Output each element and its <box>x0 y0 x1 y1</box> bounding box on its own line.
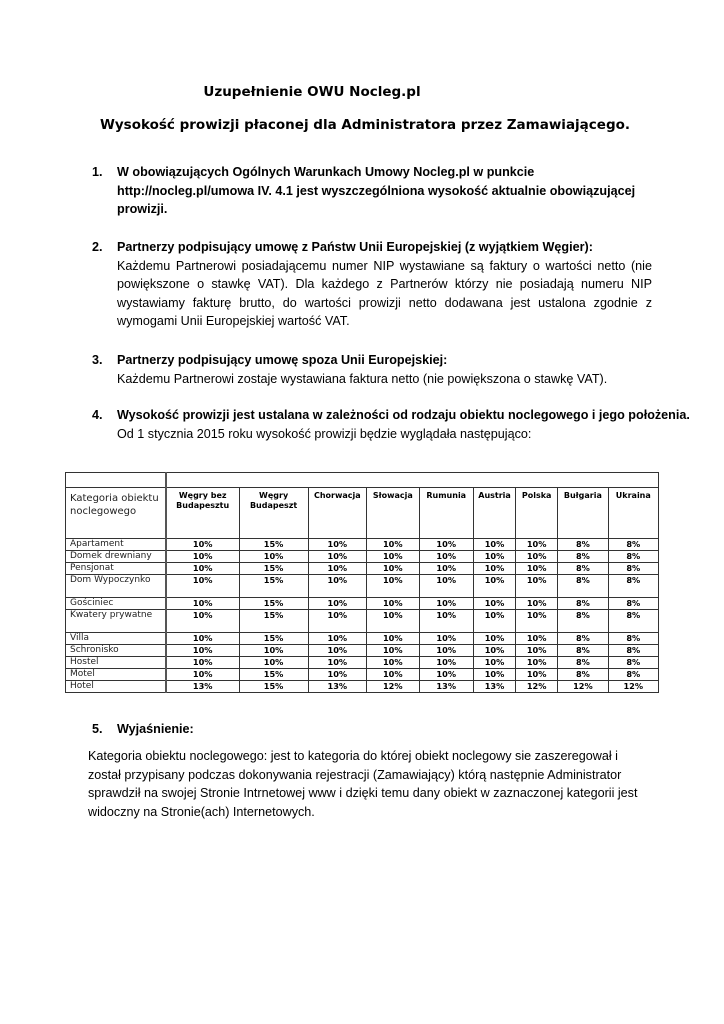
rate-cell: 8% <box>558 645 608 657</box>
rate-cell: 10% <box>166 598 239 610</box>
rate-cell: 10% <box>166 539 239 551</box>
section-4 <box>92 406 690 443</box>
rate-cell: 15% <box>239 539 308 551</box>
column-header: Bułgaria <box>558 488 608 539</box>
section-number: 1. <box>92 165 103 179</box>
column-header: Węgry bez Budapesztu <box>166 488 239 539</box>
rate-cell: 10% <box>166 610 239 633</box>
rate-cell: 13% <box>473 681 515 693</box>
rate-cell: 10% <box>166 669 239 681</box>
rate-cell: 10% <box>367 563 419 575</box>
rate-cell: 10% <box>239 657 308 669</box>
rate-cell: 8% <box>608 645 658 657</box>
rate-cell: 10% <box>308 610 367 633</box>
section-number: 5. <box>92 722 103 736</box>
rate-cell: 15% <box>239 633 308 645</box>
rate-cell: 10% <box>166 563 239 575</box>
rate-cell: 10% <box>516 563 558 575</box>
rate-cell: 10% <box>367 610 419 633</box>
rate-cell: 10% <box>367 551 419 563</box>
rate-cell: 10% <box>308 598 367 610</box>
section-number: 3. <box>92 353 103 367</box>
rate-cell: 10% <box>308 551 367 563</box>
section-heading: Partnerzy podpisujący umowę spoza Unii Europejskiej: <box>117 353 448 367</box>
rate-cell: 10% <box>308 645 367 657</box>
section-1 <box>92 163 652 219</box>
rate-cell: 10% <box>367 657 419 669</box>
rate-cell: 15% <box>239 575 308 598</box>
rate-cell: 10% <box>367 669 419 681</box>
rate-cell: 10% <box>239 645 308 657</box>
rate-cell: 10% <box>516 539 558 551</box>
rate-cell: 10% <box>473 539 515 551</box>
section-body: Od 1 stycznia 2015 roku wysokość prowizji będzie wyglądała następująco: <box>117 426 532 441</box>
column-header: Węgry Budapeszt <box>239 488 308 539</box>
rate-cell: 10% <box>419 610 473 633</box>
rate-cell: 8% <box>608 575 658 598</box>
rate-cell: 8% <box>558 575 608 598</box>
row-category: Kwatery prywatne <box>66 610 166 633</box>
rate-cell: 12% <box>367 681 419 693</box>
rate-cell: 12% <box>558 681 608 693</box>
table-row <box>66 645 659 657</box>
rate-cell: 15% <box>239 681 308 693</box>
section-heading: Wyjaśnienie: <box>117 722 194 736</box>
table-row <box>66 598 659 610</box>
commission-table <box>65 472 659 693</box>
rate-cell: 8% <box>558 657 608 669</box>
section-5 <box>92 722 194 736</box>
rate-cell: 10% <box>516 610 558 633</box>
column-header: Rumunia <box>419 488 473 539</box>
rate-cell: 10% <box>516 633 558 645</box>
rate-cell: 10% <box>473 610 515 633</box>
rate-cell: 8% <box>558 563 608 575</box>
rate-cell: 10% <box>308 657 367 669</box>
rate-cell: 10% <box>419 633 473 645</box>
rate-cell: 10% <box>419 563 473 575</box>
rate-cell: 10% <box>367 598 419 610</box>
rate-cell: 10% <box>473 633 515 645</box>
explanation-paragraph: Kategoria obiektu noclegowego: jest to kategoria do której obiekt noclegowy sie zaszeregował i został przypisany podczas dokonywania rejestracji (Zamawiający) którą następnie Administrator sprawdził na swojej Stronie Intrnetowej www i dzięki temu dany obiekt w zaznaczonej kategorii jest widoczny na Stronie(ach) Internetowych. <box>88 749 638 819</box>
rate-cell: 10% <box>308 669 367 681</box>
rate-cell: 8% <box>558 669 608 681</box>
row-category: Domek drewniany <box>66 551 166 563</box>
rate-cell: 10% <box>419 551 473 563</box>
rate-cell: 15% <box>239 610 308 633</box>
rate-cell: 10% <box>166 575 239 598</box>
rate-cell: 10% <box>473 575 515 598</box>
rate-cell: 10% <box>473 551 515 563</box>
rate-cell: 10% <box>308 539 367 551</box>
rate-cell: 8% <box>608 551 658 563</box>
row-category: Motel <box>66 669 166 681</box>
rate-cell: 10% <box>367 539 419 551</box>
column-header: Polska <box>516 488 558 539</box>
table-row <box>66 669 659 681</box>
section-3 <box>92 351 652 388</box>
section-heading: W obowiązujących Ogólnych Warunkach Umowy Nocleg.pl w punkcie http://nocleg.pl/umowa IV. 4.1 jest wyszczególniona wysokość aktualnie obowiązującej prowizji. <box>117 165 636 216</box>
rate-cell: 10% <box>516 669 558 681</box>
row-category: Pensjonat <box>66 563 166 575</box>
rate-cell: 10% <box>367 645 419 657</box>
rate-cell: 10% <box>419 575 473 598</box>
row-category: Dom Wypoczynko <box>66 575 166 598</box>
rate-cell: 10% <box>516 575 558 598</box>
row-category: Gościniec <box>66 598 166 610</box>
section-number: 2. <box>92 240 103 254</box>
section-body: Każdemu Partnerowi zostaje wystawiana faktura netto (nie powiększona o stawkę VAT). <box>117 371 608 386</box>
rate-cell: 10% <box>473 645 515 657</box>
rate-cell: 13% <box>419 681 473 693</box>
column-header: Ukraina <box>608 488 658 539</box>
table-row <box>66 575 659 598</box>
row-category: Schronisko <box>66 645 166 657</box>
rate-cell: 10% <box>516 657 558 669</box>
rate-cell: 10% <box>516 598 558 610</box>
rate-cell: 8% <box>558 633 608 645</box>
rate-cell: 10% <box>367 633 419 645</box>
rate-cell: 10% <box>308 633 367 645</box>
column-header: Chorwacja <box>308 488 367 539</box>
rate-cell: 15% <box>239 669 308 681</box>
category-header: Kategoria obiektu noclegowego <box>66 488 166 539</box>
column-header: Austria <box>473 488 515 539</box>
section-body: Każdemu Partnerowi posiadającemu numer NIP wystawiane są faktury o wartości netto (nie powiększone o stawkę VAT). Dla każdego z Partnerów którzy nie posiadają numeru NIP wystawiamy fakturę brutto, do wartości prowizji netto dodawana jest ustalona zgodnie z wymogami Unii Europejskiej wartość VAT. <box>117 258 652 328</box>
rate-cell: 13% <box>166 681 239 693</box>
rate-cell: 15% <box>239 563 308 575</box>
rate-cell: 10% <box>308 563 367 575</box>
rate-cell: 10% <box>473 657 515 669</box>
rate-cell: 10% <box>516 645 558 657</box>
rate-cell: 8% <box>558 598 608 610</box>
rate-cell: 8% <box>558 539 608 551</box>
row-category: Hotel <box>66 681 166 693</box>
rate-cell: 10% <box>166 657 239 669</box>
rate-cell: 10% <box>419 598 473 610</box>
document-subtitle: Wysokość prowizji płaconej dla Administratora przez Zamawiającego. <box>99 117 631 133</box>
document-title: Uzupełnienie OWU Nocleg.pl <box>203 84 421 100</box>
row-category: Villa <box>66 633 166 645</box>
rate-cell: 13% <box>308 681 367 693</box>
column-header: Słowacja <box>367 488 419 539</box>
section-2 <box>92 238 652 331</box>
section-heading: Wysokość prowizji jest ustalana w zależności od rodzaju obiektu noclegowego i jego położenia. <box>117 408 690 422</box>
table-row <box>66 633 659 645</box>
rate-cell: 10% <box>166 633 239 645</box>
table-row <box>66 657 659 669</box>
rate-cell: 10% <box>473 669 515 681</box>
rate-cell: 8% <box>558 551 608 563</box>
section-heading: Partnerzy podpisujący umowę z Państw Unii Europejskiej (z wyjątkiem Węgier): <box>117 240 593 254</box>
rate-cell: 10% <box>473 563 515 575</box>
table-blank-row <box>66 473 659 488</box>
table-header-row <box>66 488 659 539</box>
row-category: Hostel <box>66 657 166 669</box>
table-row <box>66 563 659 575</box>
rate-cell: 10% <box>516 551 558 563</box>
row-category: Apartament <box>66 539 166 551</box>
rate-cell: 8% <box>608 633 658 645</box>
rate-cell: 8% <box>608 610 658 633</box>
rate-cell: 8% <box>608 539 658 551</box>
rate-cell: 8% <box>608 598 658 610</box>
rate-cell: 10% <box>473 598 515 610</box>
rate-cell: 8% <box>608 563 658 575</box>
rate-cell: 10% <box>239 551 308 563</box>
table-row <box>66 681 659 693</box>
section-number: 4. <box>92 408 103 422</box>
rate-cell: 10% <box>308 575 367 598</box>
table-row <box>66 539 659 551</box>
rate-cell: 10% <box>367 575 419 598</box>
table-row <box>66 610 659 633</box>
rate-cell: 8% <box>608 669 658 681</box>
rate-cell: 10% <box>419 657 473 669</box>
rate-cell: 12% <box>608 681 658 693</box>
rate-cell: 10% <box>166 551 239 563</box>
rate-cell: 8% <box>608 657 658 669</box>
rate-cell: 10% <box>166 645 239 657</box>
rate-cell: 12% <box>516 681 558 693</box>
rate-cell: 10% <box>419 669 473 681</box>
rate-cell: 10% <box>419 539 473 551</box>
rate-cell: 8% <box>558 610 608 633</box>
table-row <box>66 551 659 563</box>
rate-cell: 10% <box>419 645 473 657</box>
rate-cell: 15% <box>239 598 308 610</box>
